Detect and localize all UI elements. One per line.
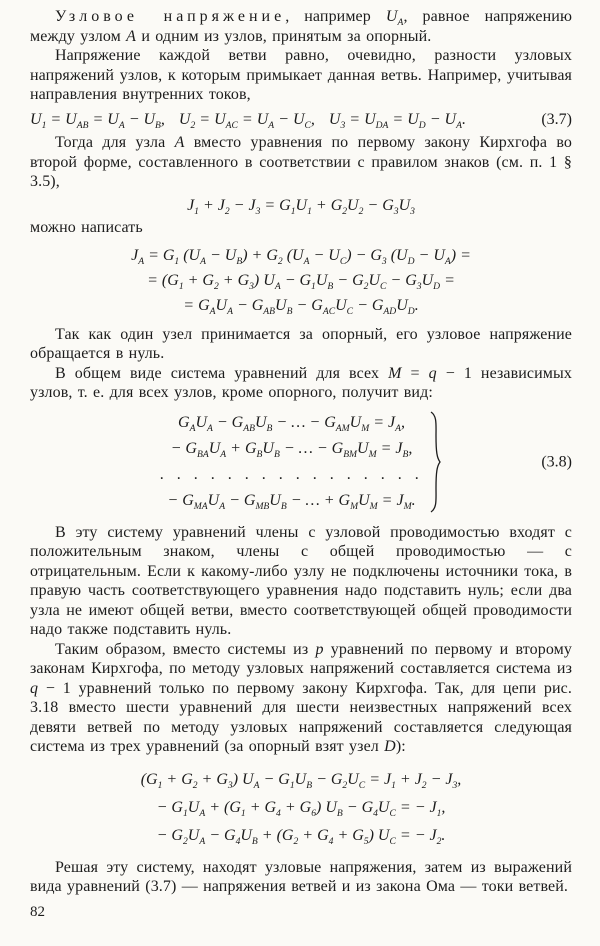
paragraph-system-signs: В эту систему уравнений члены с узловой проводимостью входят с положительным знаком, члены с общей проводимостью — с отрицательным. Если к какому-либо узлу не подключены источники тока, в правую часть соответствующего уравнения надо подставить нуль; если два узла не имеют общей ветви, вместо соответствующей общей проводимости надо также подставить нуль. xyxy=(30,523,572,638)
equation-3-7-body xyxy=(30,110,466,130)
system-brace xyxy=(429,411,442,513)
equation-line: $(G_1 + G_2 + G_3) U_A - G_1U_B - G_2U_C = J_1 + J_2 - J_3$, xyxy=(140,770,462,791)
equation-number-3-7: (3.7) xyxy=(541,110,572,128)
page-number: 82 xyxy=(30,903,45,920)
equation-term: $U_3 = U_{DA} = U_D - U_A$. xyxy=(328,110,466,131)
equation-line: $J_1 + J_2 - J_3 = G_1U_1 + G_2U_2 - G_3U_3$ xyxy=(187,196,415,217)
equation-kirchhoff-first-law xyxy=(30,196,572,216)
ellipsis-line: . . . . . . . . . . . . . . . . xyxy=(159,465,424,483)
equation-line: $J_A = G_1$ $(U_A - U_B) + G_2$ $(U_A - U_C) - G_3$ $(U_D - U_A)$ = xyxy=(131,246,471,267)
paragraph-general-system-intro: В общем виде система уравнений для всех M = q − 1 независимых узлов, т. е. для всех узлов, кроме опорного, получит вид: xyxy=(30,364,572,401)
paragraph-text: , например $U_A$, равное напряжению между узлом A и одним из узлов, принятым за опорный. xyxy=(30,8,572,45)
equation-system-3-8 xyxy=(30,410,572,514)
equation-number-3-8: (3.8) xyxy=(541,452,572,470)
equation-line: = $G_AU_A - G_{AB}U_B - G_{AC}U_C - G_{AD}U_D$. xyxy=(183,296,419,317)
equation-line: − $G_1U_A + (G_1 + G_4 + G_6) U_B - G_4U_C$ = − $J_1$, xyxy=(156,798,446,819)
equation-term: $U_2 = U_{AC} = U_A - U_C$, xyxy=(178,110,315,131)
equation-3-7 xyxy=(30,110,572,130)
paragraph-method-summary: Таким образом, вместо системы из p уравнений по первому и второму законам Кирхгофа, по методу узловых напряжений составляется система из q − 1 уравнений только по первому закону Кирхгофа. Так, для цепи рис. 3.18 вместо шести уравнений для шести неизвестных напряжений всех девяти ветвей по методу узловых напряжений составляется следующая система из трех уравнений (за опорный взят узел D): xyxy=(30,640,572,755)
equation-line: − $G_2U_A - G_4U_B + (G_2 + G_4 + G_5) U_C$ = − $J_2$. xyxy=(156,826,446,847)
equation-term: $U_1 = U_{AB} = U_A - U_B$, xyxy=(30,110,165,131)
equation-line: = $(G_1 + G_2 + G_3) U_A - G_1U_B - G_2U_C - G_3U_D$ = xyxy=(147,271,455,292)
emphasized-term: Узловое напряжение xyxy=(55,8,286,25)
equation-ja-derivation xyxy=(30,243,572,318)
equation-line: − $G_{MA}U_A - G_{MB}U_B$ − … + $G_MU_M = J_M$. xyxy=(167,491,416,512)
paragraph-node-a-kirchhoff: Тогда для узла A вместо уравнения по первому закону Кирхгофа во второй форме, составленного в соответствии с правилом знаков (см. п. 1 § 3.5), xyxy=(30,134,572,190)
system-3-8-lines xyxy=(160,410,424,514)
equation-line: − $G_{BA}U_A + G_BU_B$ − … − $G_{BM}U_M = J_B$, xyxy=(170,439,413,460)
paragraph-reference-node: Так как один узел принимается за опорный, его узловое напряжение обращается в нуль. xyxy=(30,325,572,362)
paragraph-branch-voltage: Напряжение каждой ветви равно, очевидно, разности узловых напряжений узлов, к которым примыкает данная ветвь. Например, учитывая направления внутренних токов, xyxy=(30,47,572,103)
paragraph-nodal-voltage-definition xyxy=(30,7,572,46)
equation-line: $G_AU_A - G_{AB}U_B$ − … − $G_{AM}U_M = J_A$, xyxy=(178,413,405,434)
equation-system-circuit-3-18 xyxy=(30,766,572,850)
paragraph-solving-system: Решая эту систему, находят узловые напряжения, затем из выражений вида уравнений (3.7) — напряжения ветвей и из закона Ома — токи ветвей. xyxy=(30,858,572,895)
paragraph-mozhno-napisat: можно написать xyxy=(30,219,143,236)
